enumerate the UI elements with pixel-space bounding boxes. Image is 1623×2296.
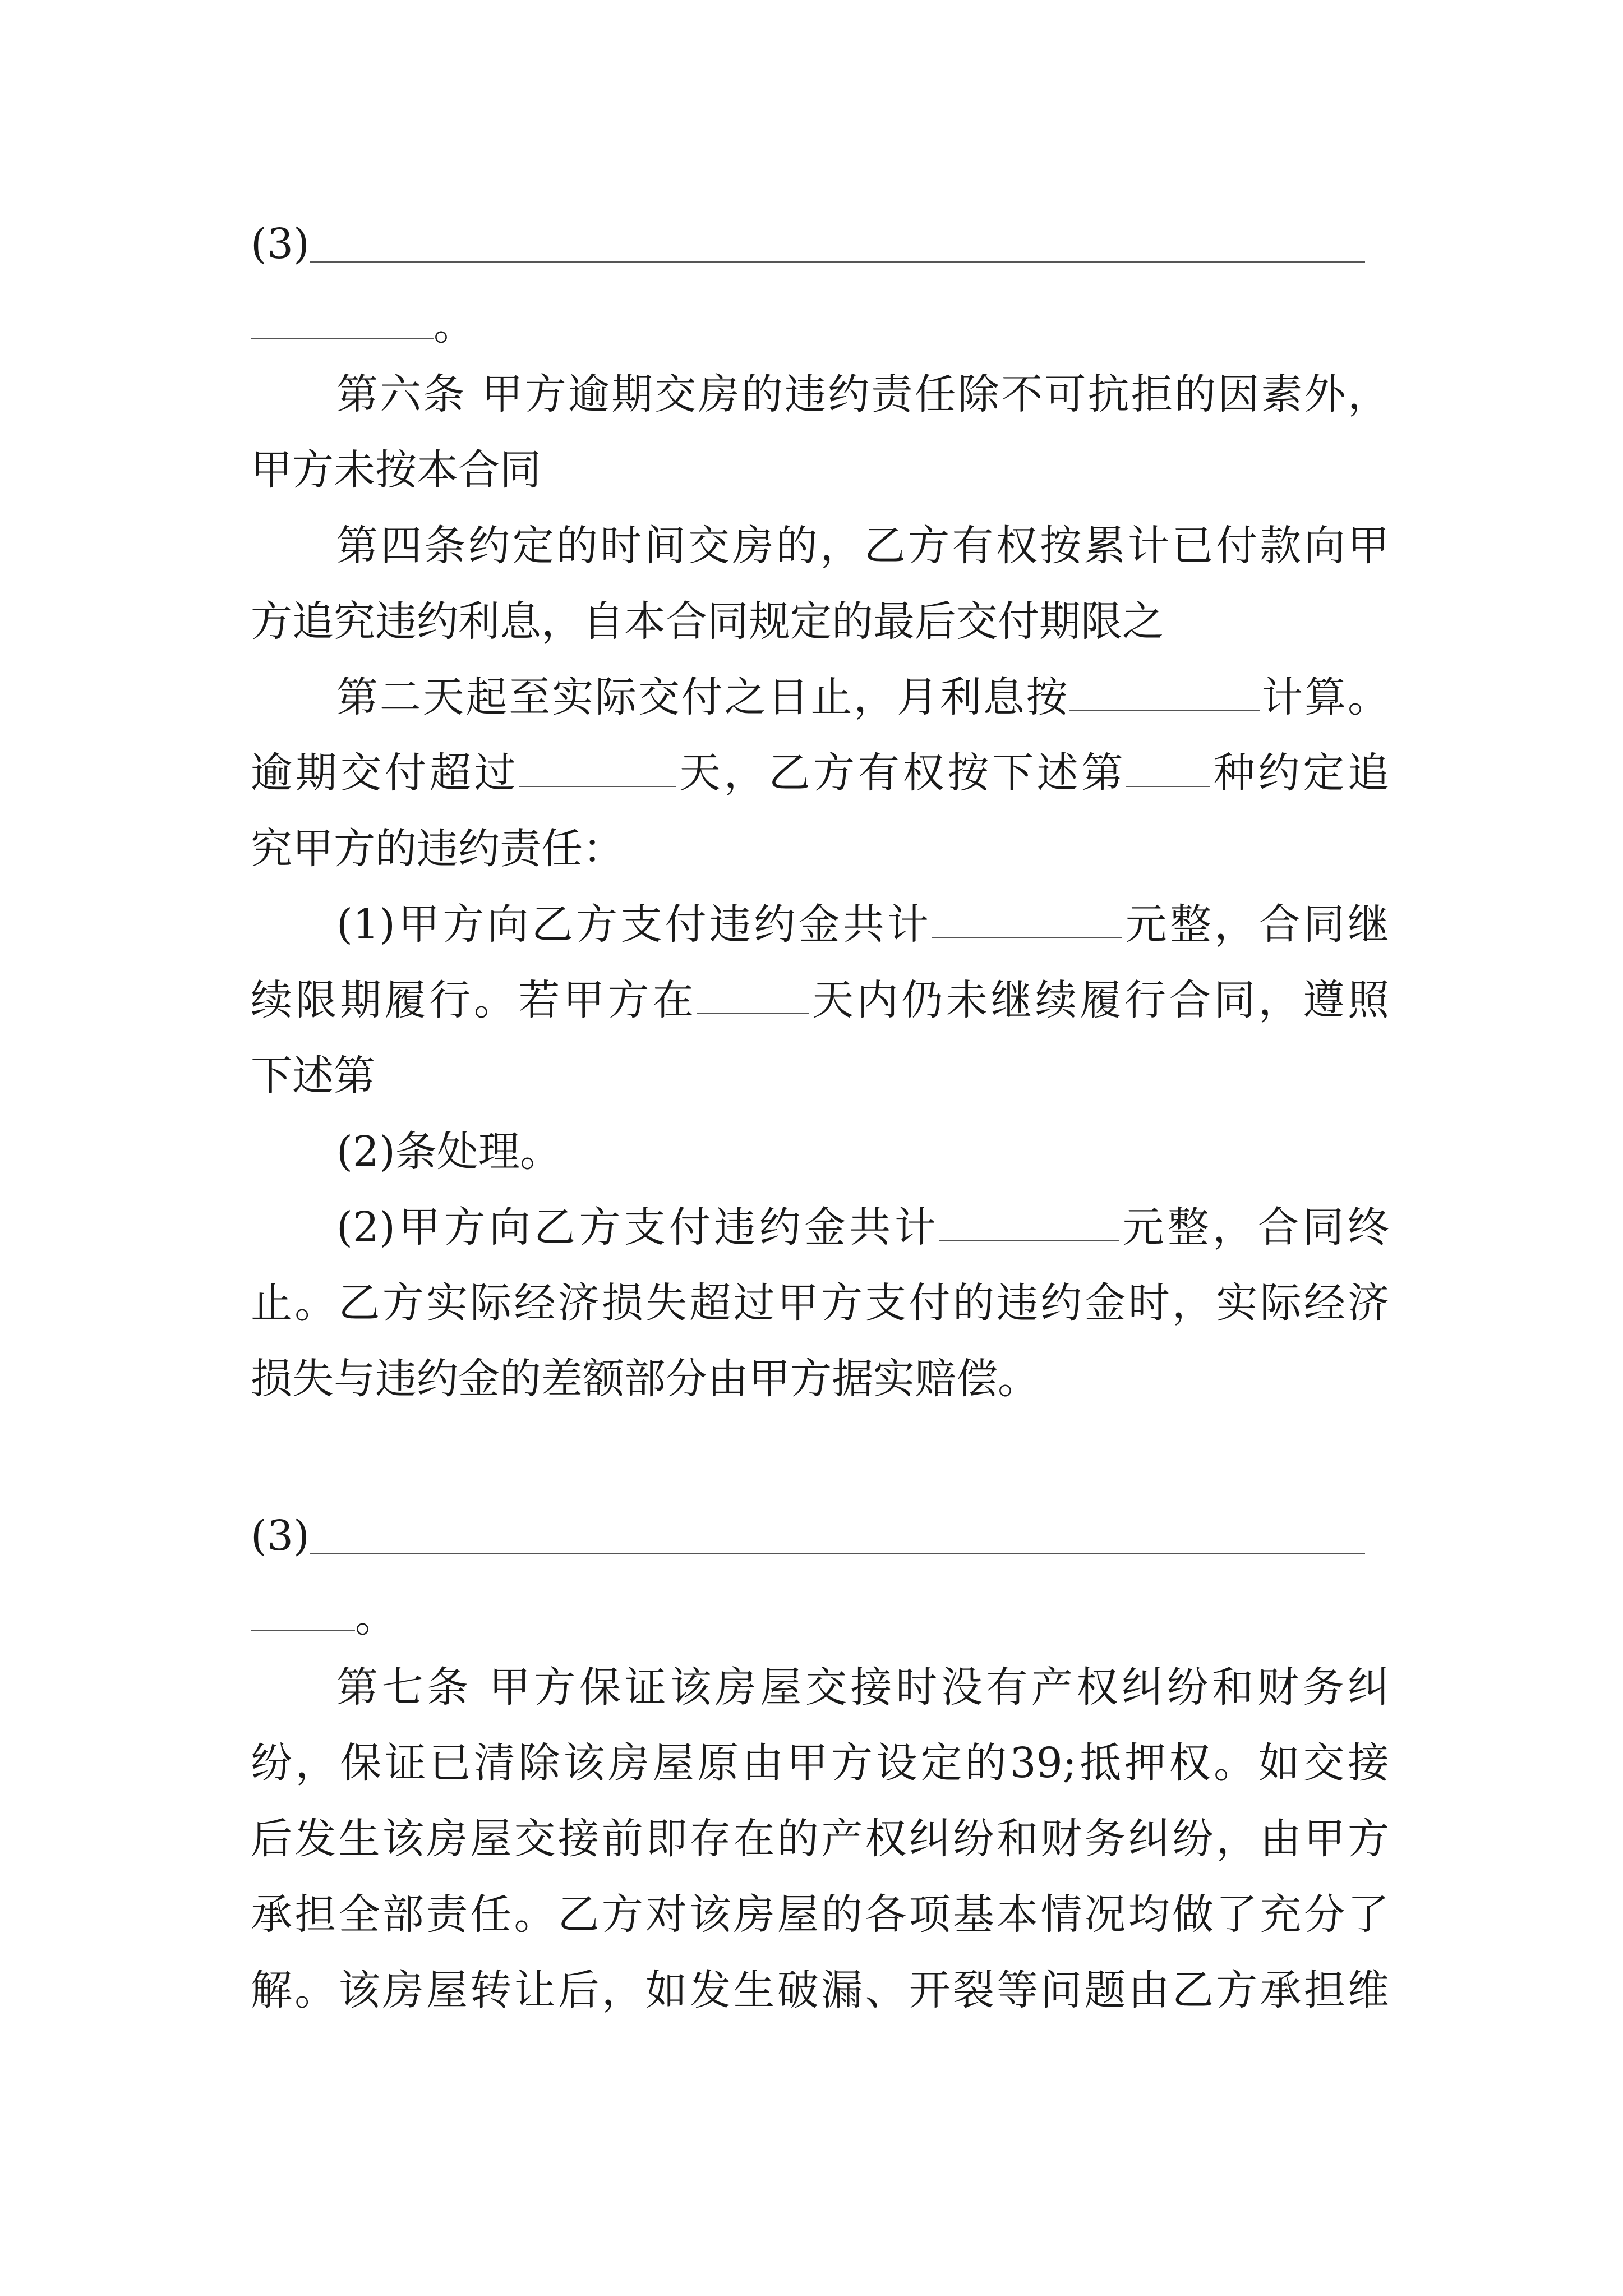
- fill-in-blank: [697, 976, 809, 1014]
- item-3-line-1: [251, 216, 1389, 272]
- paragraph-line: [251, 972, 1389, 1028]
- paragraph-line: 第四条约定的时间交房的，乙方有权按累计已付款向甲: [336, 522, 1389, 570]
- paragraph-line: 止。乙方实际经济损失超过甲方支付的违约金时，实际经济: [251, 1279, 1389, 1327]
- text: (2)甲方向乙方支付违约金共计: [336, 1203, 940, 1251]
- fill-in-blank: [310, 1553, 1365, 1554]
- fill-in-blank: [1126, 748, 1210, 787]
- item-label: (3): [251, 1512, 310, 1560]
- paragraph-line: 下述第: [251, 1052, 375, 1100]
- fill-in-blank: [1069, 673, 1260, 711]
- text: 计算。: [1260, 673, 1390, 721]
- paragraph-line: [336, 669, 1389, 725]
- article-7-line-1: 第七条 甲方保证该房屋交接时没有产权纠纷和财务纠: [336, 1663, 1389, 1711]
- paragraph-line: 损失与违约金的差额部分由甲方据实赔偿。: [251, 1355, 1039, 1403]
- fill-in-blank: [251, 301, 434, 339]
- article-7-line-3: 后发生该房屋交接前即存在的产权纠纷和财务纠纷，由甲方: [251, 1815, 1389, 1863]
- text: 第二天起至实际交付之日止，月利息按: [336, 673, 1069, 721]
- fill-in-blank: [310, 261, 1365, 263]
- article-7-line-5: 解。该房屋转让后，如发生破漏、开裂等问题由乙方承担维: [251, 1966, 1389, 2014]
- paragraph-line: [336, 1199, 1389, 1255]
- text: 种约定追: [1210, 749, 1390, 797]
- text: (1)甲方向乙方支付违约金共计: [336, 900, 932, 949]
- paragraph-line: (2)条处理。: [336, 1128, 561, 1176]
- paragraph-line: [251, 745, 1389, 801]
- paragraph-line: 究甲方的违约责任：: [251, 825, 624, 873]
- text: 天内仍未继续履行合同，遵照: [809, 976, 1390, 1024]
- text: 续限期履行。若甲方在: [251, 976, 697, 1024]
- text: 元整，合同继: [1122, 900, 1389, 949]
- paragraph-line: [336, 896, 1389, 953]
- article-7-line-4: 承担全部责任。乙方对该房屋的各项基本情况均做了充分了: [251, 1890, 1389, 1939]
- punctuation: 。: [355, 1593, 396, 1641]
- article-6-line-1: 第六条 甲方逾期交房的违约责任除不可抗拒的因素外，: [336, 370, 1389, 418]
- text: 逾期交付超过: [251, 749, 519, 797]
- punctuation: 。: [434, 301, 475, 349]
- item-3-line-1: [251, 1508, 1389, 1564]
- fill-in-blank: [939, 1203, 1119, 1241]
- text: 天，乙方有权按下述第: [676, 749, 1127, 797]
- fill-in-blank: [251, 1593, 355, 1631]
- fill-in-blank: [932, 900, 1122, 938]
- article-7-line-2: 纷，保证已清除该房屋原由甲方设定的39;抵押权。如交接: [251, 1739, 1389, 1787]
- text: 元整，合同终: [1119, 1203, 1389, 1251]
- article-6-line-2: 甲方未按本合同: [251, 446, 541, 494]
- fill-in-blank: [519, 748, 676, 787]
- item-3-line-2: [251, 1589, 1389, 1645]
- item-3-line-2: [251, 297, 1389, 353]
- item-label: (3): [251, 220, 310, 268]
- paragraph-line: 方追究违约利息，自本合同规定的最后交付期限之: [251, 597, 1164, 646]
